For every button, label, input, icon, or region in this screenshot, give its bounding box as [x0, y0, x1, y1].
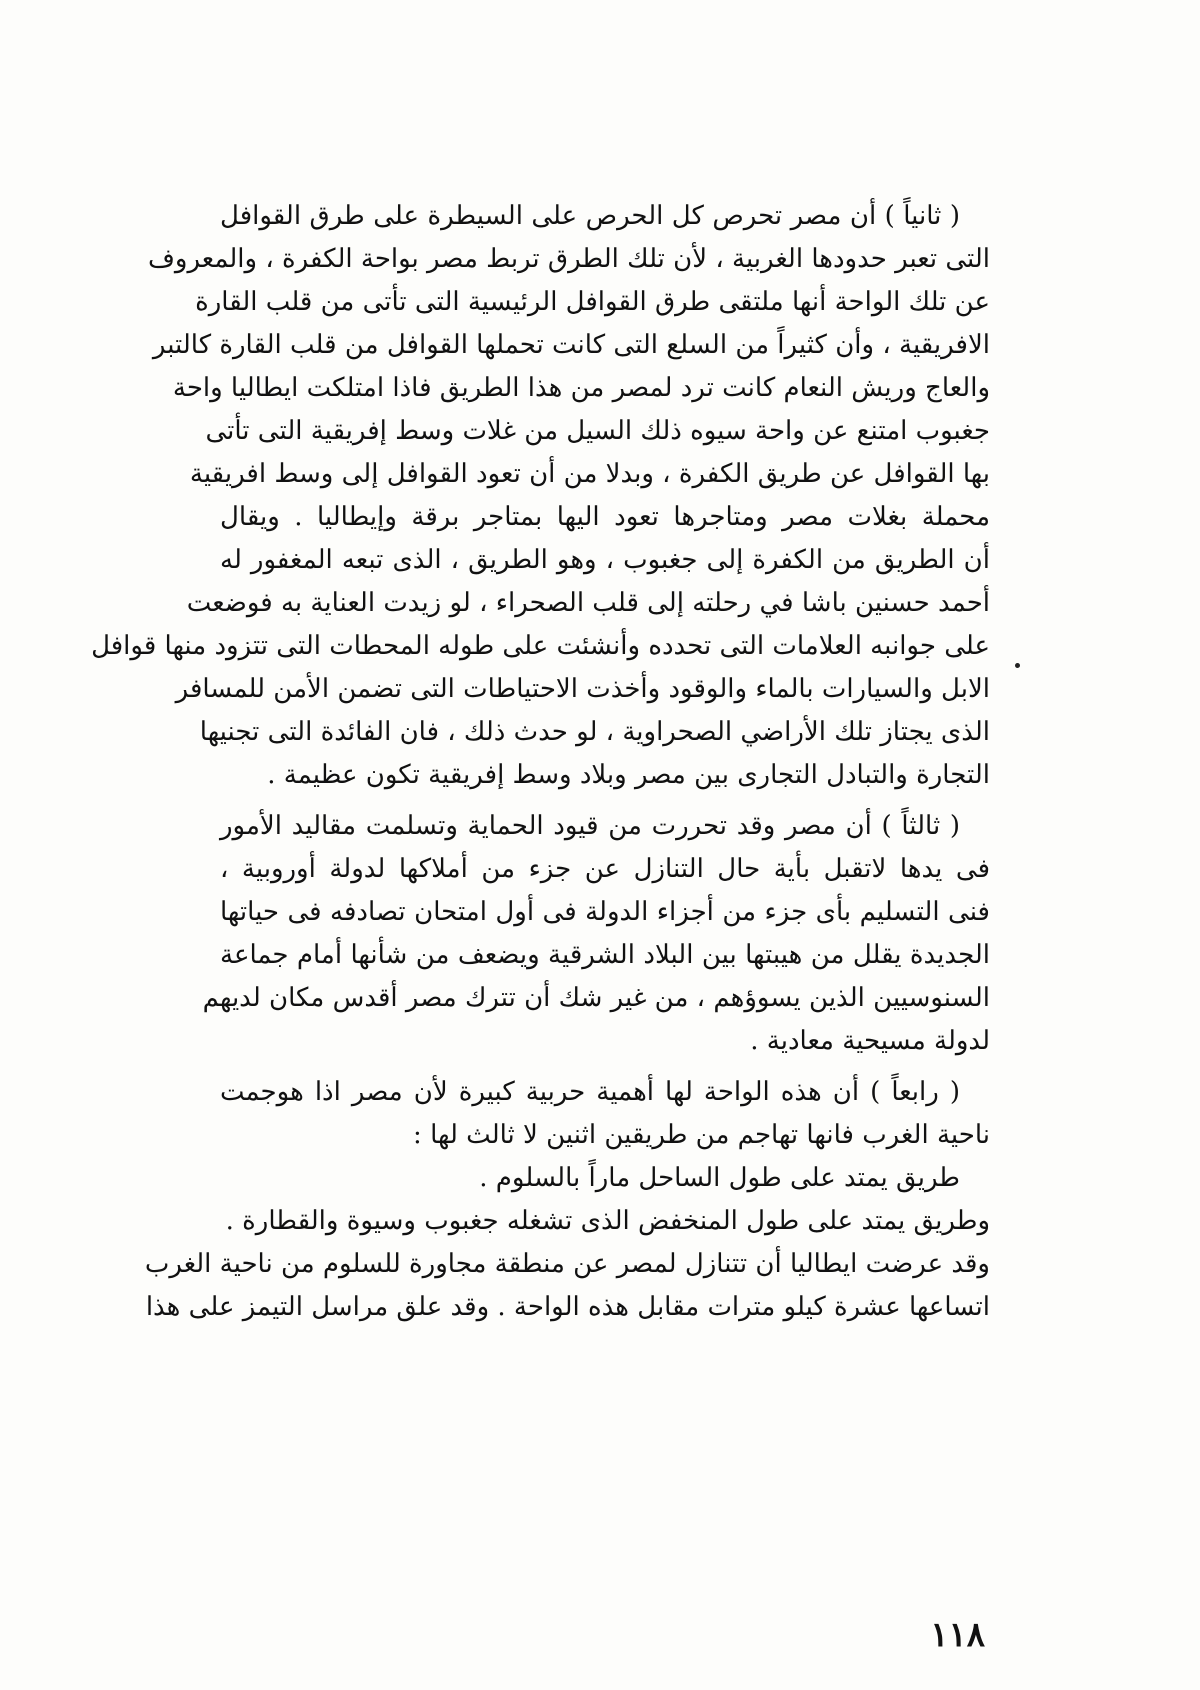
paragraph-gap [220, 1063, 990, 1071]
text-line: جغبوب امتنع عن واحة سيوه ذلك السيل من غلات وسط إفريقية التى تأتى [205, 416, 990, 446]
paragraph-fourthly [144, 1071, 990, 1329]
text-line: وطريق يمتد على طول المنخفض الذى تشغله جغبوب وسيوة والقطارة . [225, 1206, 990, 1236]
text-line: عن تلك الواحة أنها ملتقى طرق القوافل الرئيسية التى تأتى من قلب القارة [195, 287, 990, 317]
text-line: طريق يمتد على طول الساحل ماراً بالسلوم . [479, 1163, 960, 1193]
page-number: ١١٨ [930, 1615, 985, 1655]
text-line: ( ثالثاً ) أن مصر وقد تحررت من قيود الحماية وتسلمت مقاليد الأمور [220, 811, 960, 841]
body-text [91, 195, 990, 1329]
ink-speck [1015, 663, 1020, 668]
text-line: لدولة مسيحية معادية . [750, 1026, 990, 1056]
text-line: الذى يجتاز تلك الأراضي الصحراوية ، لو حدث ذلك ، فان الفائدة التى تجنيها [199, 717, 990, 747]
text-line: التجارة والتبادل التجارى بين مصر وبلاد وسط إفريقية تكون عظيمة . [267, 760, 990, 790]
text-line: والعاج وريش النعام كانت ترد لمصر من هذا الطريق فاذا امتلكت ايطاليا واحة [172, 373, 990, 403]
text-line: على جوانبه العلامات التى تحدده وأنشئت على طوله المحطات التى تتزود منها قوافل [91, 631, 990, 661]
text-line: أحمد حسنين باشا في رحلته إلى قلب الصحراء ، لو زيدت العناية به فوضعت [186, 588, 990, 618]
text-line: التى تعبر حدودها الغربية ، لأن تلك الطرق تربط مصر بواحة الكفرة ، والمعروف [147, 244, 990, 274]
text-line: ناحية الغرب فانها تهاجم من طريقين اثنين لا ثالث لها : [413, 1120, 990, 1150]
text-line: الجديدة يقلل من هيبتها بين البلاد الشرقية ويضعف من شأنها أمام جماعة [220, 940, 990, 970]
paragraph-secondly [91, 195, 990, 797]
text-line: السنوسيين الذين يسوؤهم ، من غير شك أن تترك مصر أقدس مكان لديهم [202, 983, 990, 1013]
text-line: وقد عرضت ايطاليا أن تتنازل لمصر عن منطقة مجاورة للسلوم من ناحية الغرب [144, 1249, 990, 1279]
paragraph-gap [220, 797, 990, 805]
text-line: الافريقية ، وأن كثيراً من السلع التى كانت تحملها القوافل من قلب القارة كالتبر [152, 330, 990, 360]
text-line: فى يدها لاتقبل بأية حال التنازل عن جزء من أملاكها لدولة أوروبية ، [220, 854, 990, 884]
text-line: بها القوافل عن طريق الكفرة ، وبدلا من أن تعود القوافل إلى وسط افريقية [189, 459, 990, 489]
text-line: الابل والسيارات بالماء والوقود وأخذت الاحتياطات التى تضمن الأمن للمسافر [175, 674, 990, 704]
text-line: ( ثانياً ) أن مصر تحرص كل الحرص على السيطرة على طرق القوافل [220, 201, 960, 231]
text-line: أن الطريق من الكفرة إلى جغبوب ، وهو الطريق ، الذى تبعه المغفور له [220, 545, 990, 575]
text-line: محملة بغلات مصر ومتاجرها تعود اليها بمتاجر برقة وإيطاليا . ويقال [220, 502, 990, 532]
paragraph-thirdly [202, 805, 990, 1063]
text-line: اتساعها عشرة كيلو مترات مقابل هذه الواحة . وقد علق مراسل التيمز على هذا [145, 1292, 990, 1322]
text-line: فنى التسليم بأى جزء من أجزاء الدولة فى أول امتحان تصادفه فى حياتها [220, 897, 990, 927]
text-line: ( رابعاً ) أن هذه الواحة لها أهمية حربية كبيرة لأن مصر اذا هوجمت [220, 1077, 960, 1107]
